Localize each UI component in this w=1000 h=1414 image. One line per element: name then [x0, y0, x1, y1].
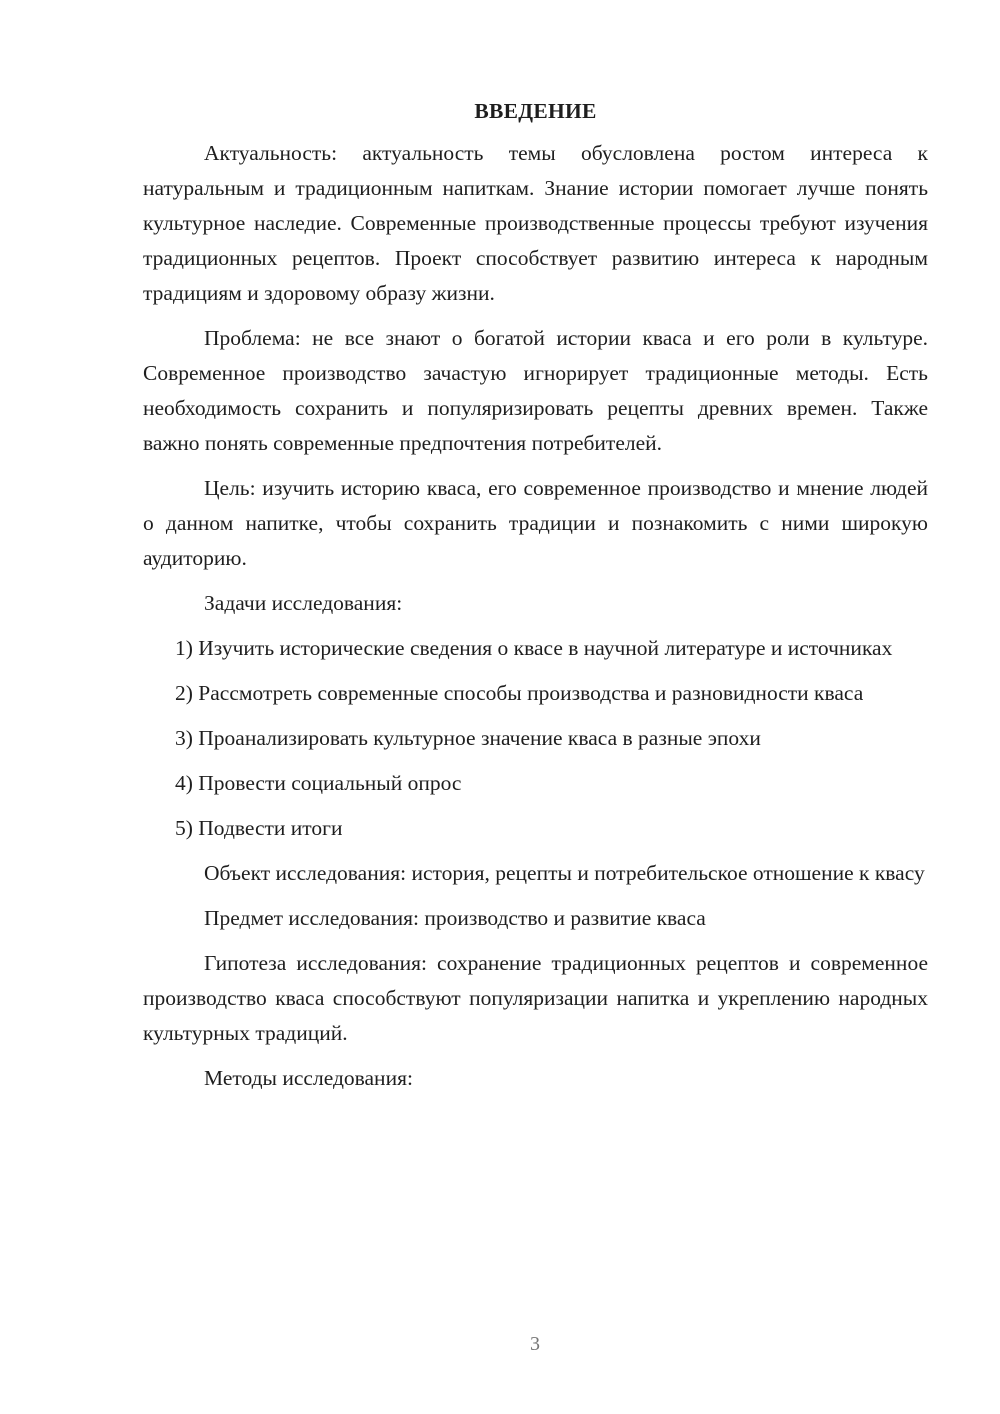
list-item: 3) Проанализировать культурное значение кваса в разные эпохи — [175, 726, 761, 750]
document-page — [143, 96, 928, 1106]
section-title: ВВЕДЕНИЕ — [474, 99, 597, 123]
paragraph-methods: Методы исследования: — [204, 1066, 413, 1090]
paragraph-subject: Предмет исследования: производство и развитие кваса — [204, 906, 706, 930]
paragraph-hypothesis: Гипотеза исследования: сохранение традиционных рецептов и современное производство кваса способствуют популяризации напитка и укреплению народных культурных традиций. — [143, 951, 928, 1045]
paragraph-goal: Цель: изучить историю кваса, его современное производство и мнение людей о данном напитке, чтобы сохранить традиции и познакомить с ними широкую аудиторию. — [143, 476, 928, 570]
paragraph-object: Объект исследования: история, рецепты и потребительское отношение к квасу — [204, 861, 925, 885]
list-item: 1) Изучить исторические сведения о квасе в научной литературе и источниках — [175, 636, 893, 660]
paragraph-problem: Проблема: не все знают о богатой истории кваса и его роли в культуре. Современное производство зачастую игнорирует традиционные методы. Есть необходимость сохранить и популяризировать рецепты древних времен. Также важно понять современные предпочтения потребителей. — [143, 326, 928, 455]
page-number: 3 — [530, 1333, 540, 1355]
list-item: 4) Провести социальный опрос — [175, 771, 462, 795]
list-item: 2) Рассмотреть современные способы производства и разновидности кваса — [175, 681, 864, 705]
paragraph-tasks-heading: Задачи исследования: — [204, 591, 403, 615]
paragraph-relevance: Актуальность: актуальность темы обусловлена ростом интереса к натуральным и традиционным напиткам. Знание истории помогает лучше понять культурное наследие. Современные производственные процессы требуют изучения традиционных рецептов. Проект способствует развитию интереса к народным традициям и здоровому образу жизни. — [143, 141, 928, 305]
list-item: 5) Подвести итоги — [175, 816, 343, 840]
